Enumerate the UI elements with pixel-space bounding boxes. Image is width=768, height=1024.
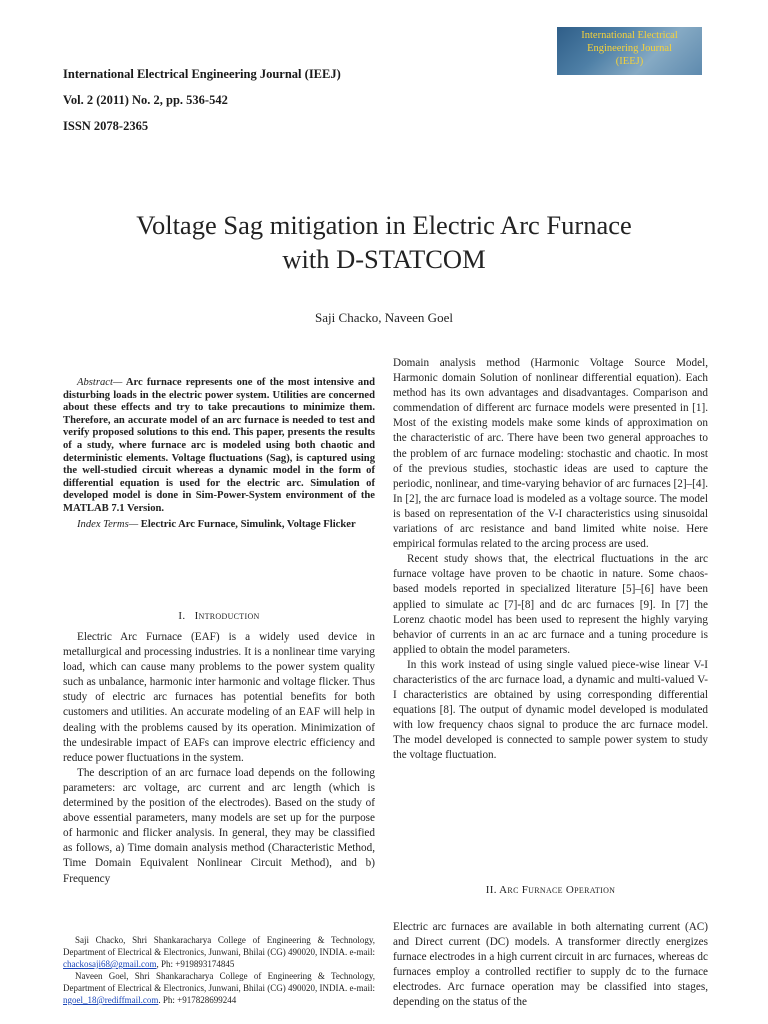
footnote-2-email[interactable]: ngoel_18@rediffmail.com — [63, 995, 159, 1005]
index-terms-label: Index Terms— — [77, 518, 139, 530]
paper-title — [40, 208, 728, 276]
footnote-1-email[interactable]: chackosaji68@gmail.com — [63, 959, 157, 969]
abstract — [63, 377, 375, 531]
section-title: Introduction — [194, 610, 260, 622]
logo-line-2: Engineering Journal — [587, 43, 672, 54]
footnote-2 — [63, 970, 375, 1006]
left-column-body — [63, 630, 375, 887]
journal-logo — [557, 27, 702, 75]
right-paragraph-1: Domain analysis method (Harmonic Voltage Source Model, Harmonic domain Solution of nonlinear differential equation). Each method has its own advantages and disadvantages. Comparison and commendation of different arc furnace models were presented in [1]. Most of the existing models make some kinds of approximation on the characteristic of arc. There have been two general approaches to the problem of arc furnace modeling: stochastic and chaotic. In most of the previous studies, stochastic ideas are used to capture the periodic, nonlinear, and time-varying behavior of arc furnaces [2]–[4]. In [2], the arc furnace load is modeled as a voltage source. The model is based on representation of the V-I characteristics using sinusoidal variations of arc resistance and band limited white noise. Here empirical formulas related to the arcing process are used. — [393, 357, 708, 551]
footnote-2-phone: . Ph: +917828699244 — [158, 995, 237, 1005]
footnote-1-text: Saji Chacko, Shri Shankaracharya College of Engineering & Technology, Department of Electrical & Electronics, Junwani, Bhilai (CG) 490020, INDIA. e-mail: — [63, 935, 375, 957]
volume-info: Vol. 2 (2011) No. 2, pp. 536-542 — [63, 93, 228, 107]
footnote-1-phone: , Ph: +919893174845 — [156, 959, 235, 969]
right-paragraph-3: In this work instead of using single valued piece-wise linear V-I characteristics of the arc furnace load, a dynamic and multi-valued V-I characteristics are obtained by using corresponding differential equations [8]. The output of dynamic model developed is modulated with low frequency chaos signal to produce the arc furnace model. The model developed is connected to sample power system to study the voltage fluctuation. — [393, 658, 708, 762]
title-line-2: with D-STATCOM — [282, 244, 486, 274]
abstract-label: Abstract— — [77, 377, 123, 388]
title-line-1: Voltage Sag mitigation in Electric Arc Furnace — [136, 210, 632, 240]
right-column-body — [393, 356, 708, 764]
issn: ISSN 2078-2365 — [63, 119, 149, 133]
section-heading-arc-furnace-operation: II. Arc Furnace Operation — [485, 884, 616, 896]
index-terms-text: Electric Arc Furnace, Simulink, Voltage Flicker — [138, 518, 356, 530]
section-heading-introduction — [63, 610, 375, 622]
authors: Saji Chacko, Naveen Goel — [315, 310, 453, 325]
footnote-2-text: Naveen Goel, Shri Shankaracharya College of Engineering & Technology, Department of Electrical & Electronics, Junwani, Bhilai (CG) 490020, INDIA. e-mail: — [63, 971, 375, 993]
arc-operation-body — [393, 920, 708, 1011]
footnote-1 — [63, 934, 375, 970]
right-paragraph-2: Recent study shows that, the electrical fluctuations in the arc furnace voltage have proven to be chaotic in nature. Some chaos-based models reported in specialized literature [5]–[6] have been applied to simulate ac [7]-[8] and dc arc furnaces [9]. In [7] the Lorenz chaotic model has been used to represent the highly varying behavior of currents in an ac arc furnace and a tuning procedure is applied to obtain the model parameters. — [393, 553, 708, 656]
logo-line-1: International Electrical — [581, 30, 678, 41]
journal-name: International Electrical Engineering Journal (IEEJ) — [63, 67, 341, 81]
section-number: I. — [178, 610, 186, 622]
abstract-text: Arc furnace represents one of the most intensive and disturbing loads in the electric power system. Utilities are concerned about these effects and try to take precautions to minimize them. Therefore, an accurate model of an arc furnace is needed to test and verify proposed solutions to this end. This paper, presents the results of a study, where furnace arc is modeled using both chaotic and deterministic elements. Voltage fluctuations (Sag), is captured using the well-studied circuit whereas a dynamic model in the form of differential equation is used for the electric arc. Simulation of developed model is done in Sim-Power-System environment of the MATLAB 7.1 Version. — [63, 377, 375, 514]
intro-paragraph-2: The description of an arc furnace load depends on the following parameters: arc voltage, arc current and arc length (which is determined by the position of the electrodes). Based on the study of above essential parameters, many models are set up for the purpose of harmonic and flicker analysis. In general, they may be classified as follows, a) Time domain analysis method (Characteristic Method, Time Domain Equivalent Nonlinear Circuit Method), and b) Frequency — [63, 766, 375, 885]
arc-operation-paragraph: Electric arc furnaces are available in both alternating current (AC) and Direct current (DC) models. A transformer directly energizes furnace electrodes in a high current circuit in arc furnaces, whereas dc furnaces employ a controlled rectifier to supply dc to the furnace electrodes. Arc furnace operation may be classified into stages, depending on the status of the — [393, 921, 708, 1009]
intro-paragraph-1: Electric Arc Furnace (EAF) is a widely used device in metallurgical and processing industries. It is a nonlinear time varying load, which can cause many problems to the power system quality such as unbalance, harmonic inter harmonic and voltage flicker. Thus study of electric arc furnaces has potential benefits for both customers and utilities. An accurate modeling of an EAF will help in dealing with the problems caused by its operation. Minimization of the undesirable impact of EAFs can improve electric efficiency and reduce power fluctuations in the system. — [63, 631, 375, 764]
author-footnotes — [63, 934, 375, 1006]
logo-line-3: (IEEJ) — [615, 56, 644, 67]
